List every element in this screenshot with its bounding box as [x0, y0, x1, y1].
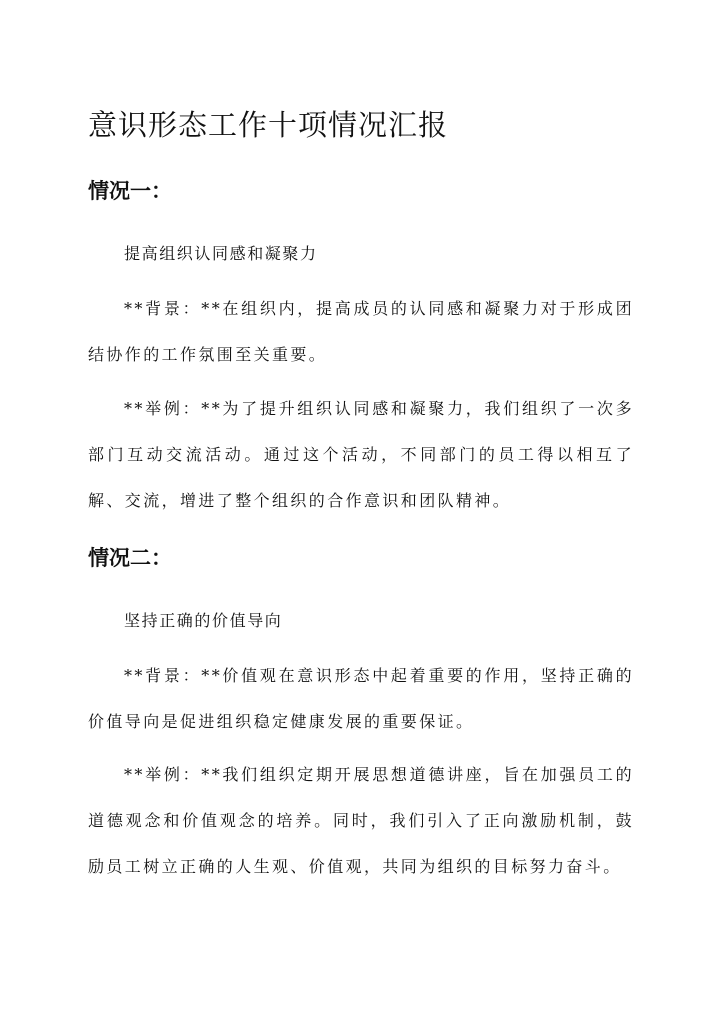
- section-1-example: **举例：**为了提升组织认同感和凝聚力，我们组织了一次多部门互动交流活动。通过这个活动，不同部门的员工得以相互了解、交流，增进了整个组织的合作意识和团队精神。: [88, 399, 634, 510]
- section-1-background: **背景：**在组织内，提高成员的认同感和凝聚力对于形成团结协作的工作氛围至关重要。: [88, 299, 634, 364]
- section-1-subtitle: 提高组织认同感和凝聚力: [124, 244, 318, 263]
- section-2-heading: 情况二：: [88, 545, 172, 570]
- section-2-example: **举例：**我们组织定期开展思想道德讲座，旨在加强员工的道德观念和价值观念的培养。同时，我们引入了正向激励机制，鼓励员工树立正确的人生观、价值观，共同为组织的目标努力奋斗。: [88, 765, 634, 876]
- section-2-background: **背景：**价值观在意识形态中起着重要的作用，坚持正确的价值导向是促进组织稳定健康发展的重要保证。: [88, 666, 634, 731]
- document-title: 意识形态工作十项情况汇报: [88, 108, 449, 143]
- section-2-subtitle: 坚持正确的价值导向: [124, 611, 283, 630]
- section-1-heading: 情况一：: [88, 178, 172, 203]
